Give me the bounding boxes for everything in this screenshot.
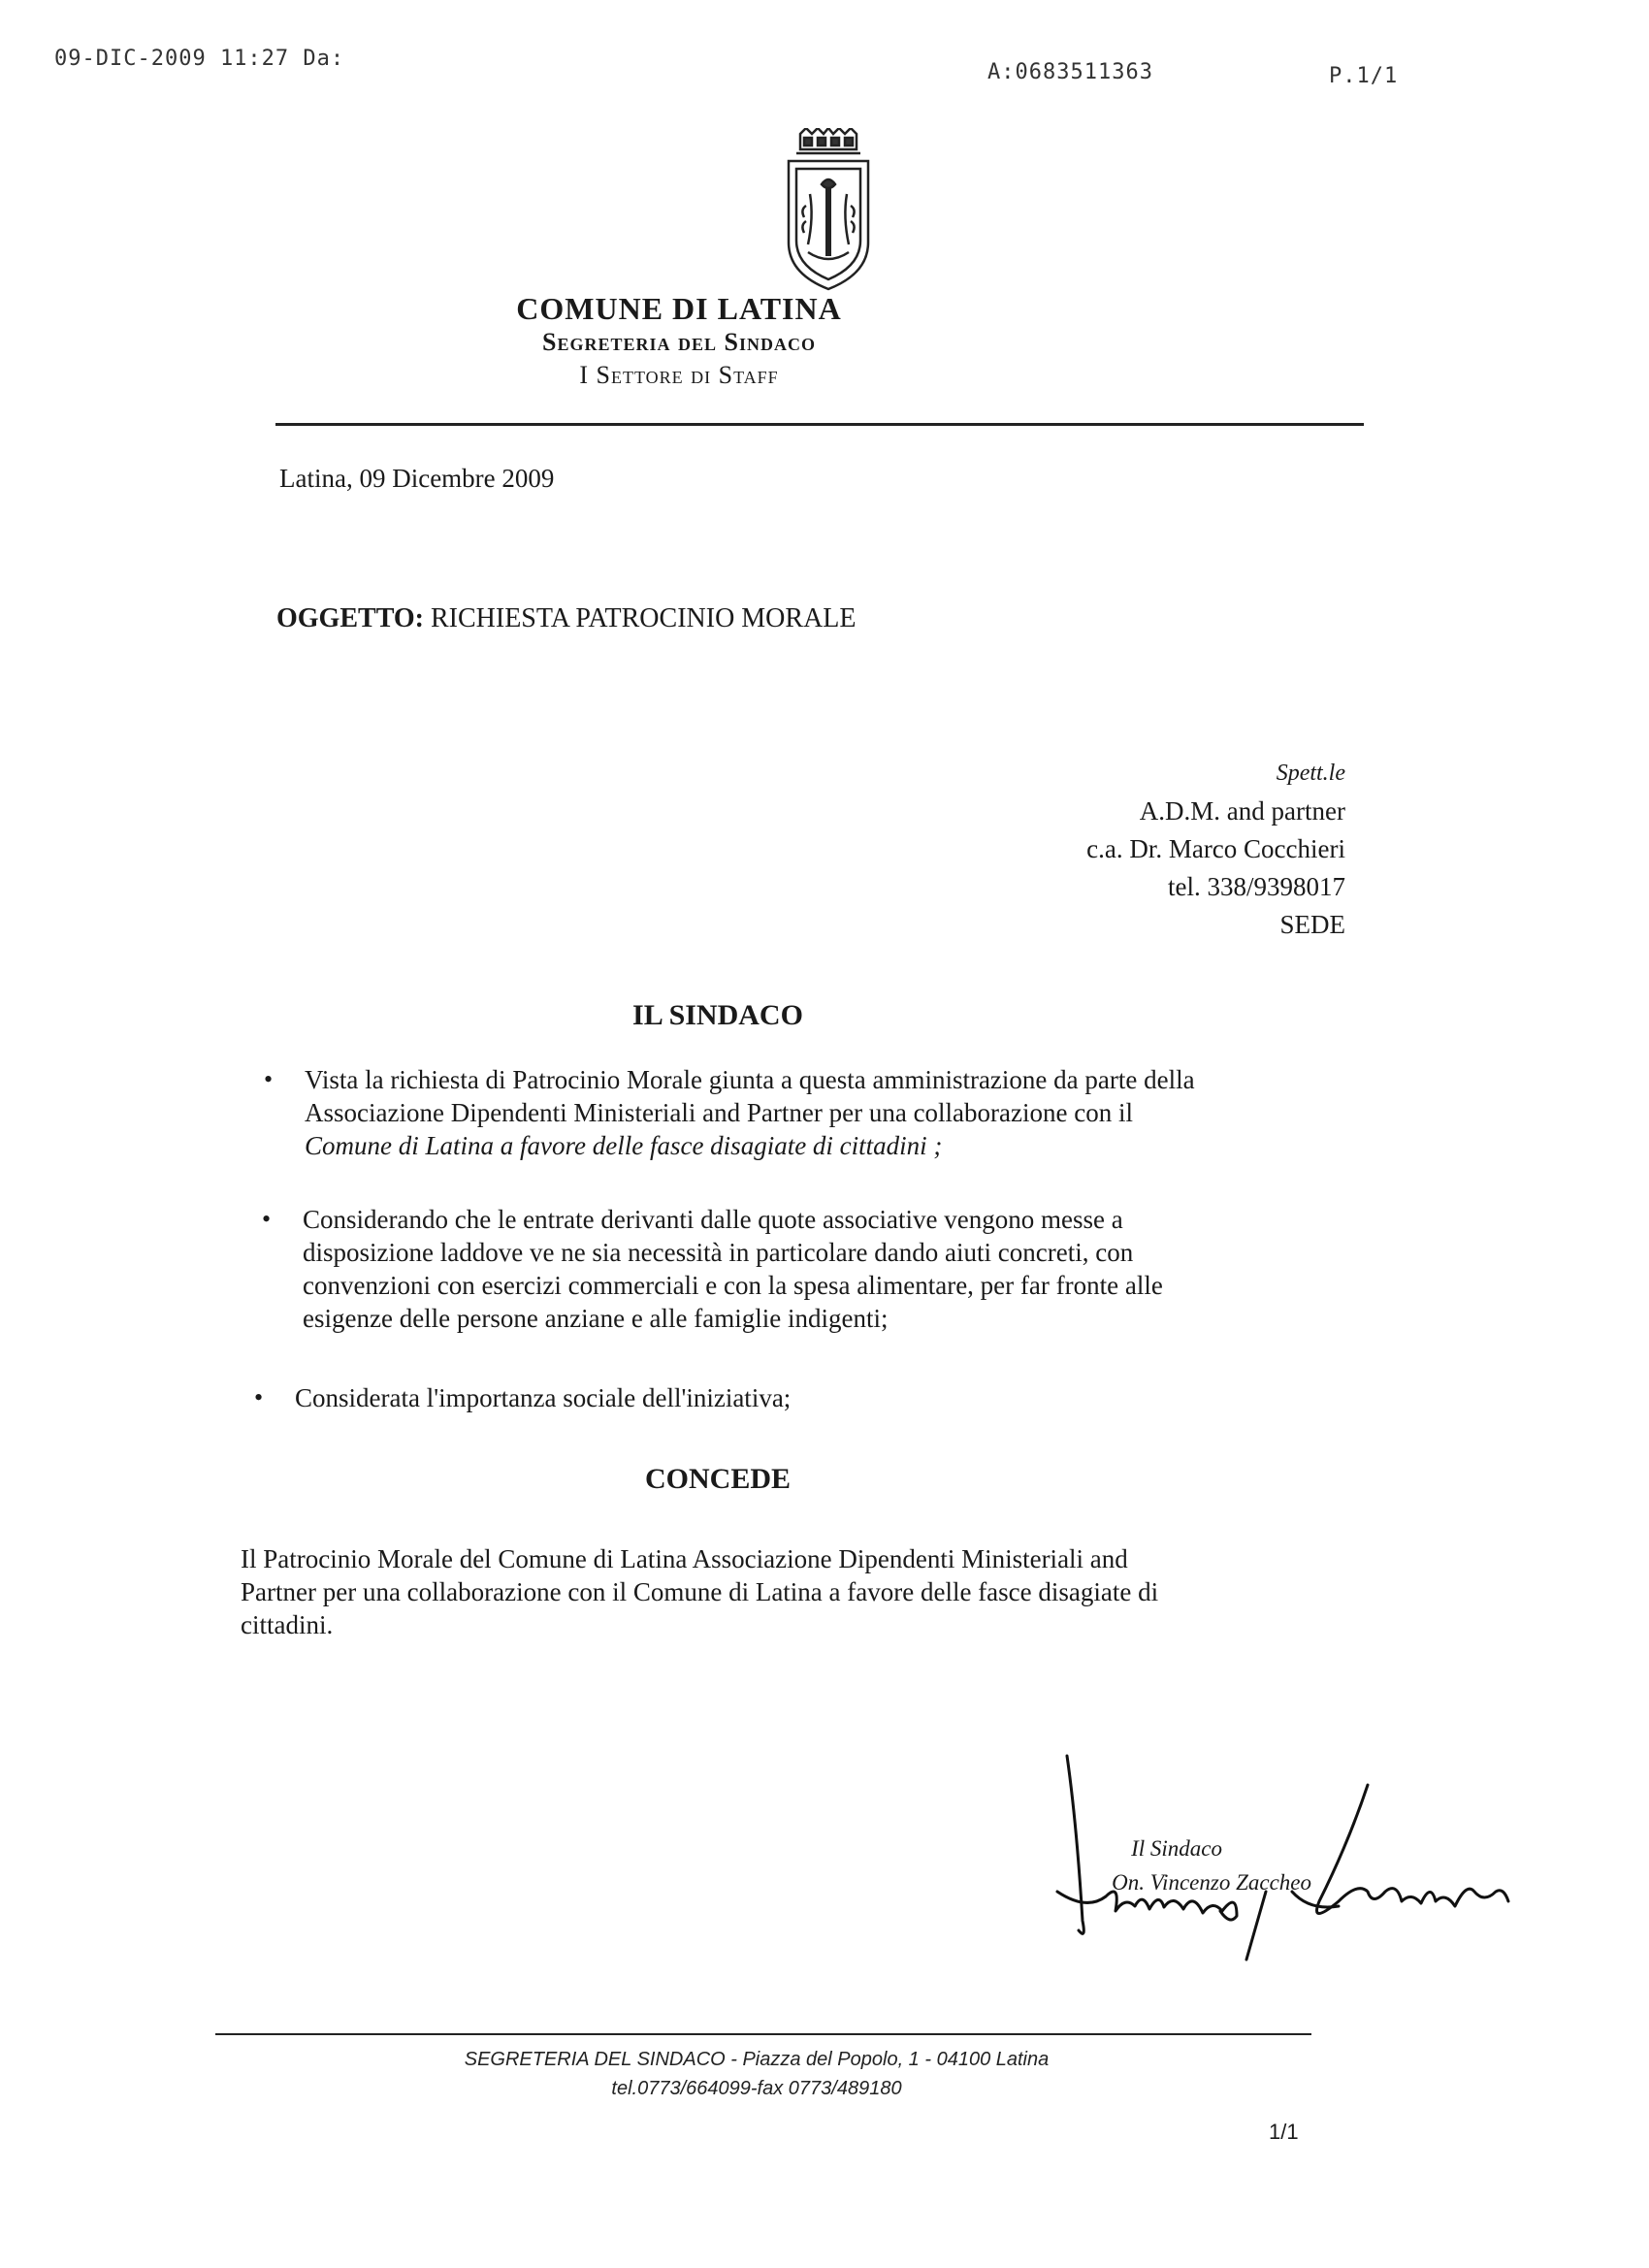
recipient-location: SEDE xyxy=(1279,910,1345,939)
signatory-title: Il Sindaco xyxy=(1131,1836,1222,1861)
bullet-item xyxy=(262,1203,1350,1335)
page-number: 1/1 xyxy=(1269,2120,1299,2144)
bullet-item xyxy=(254,1381,1342,1414)
heading-il-sindaco: IL SINDACO xyxy=(632,999,803,1031)
bullet-line: Considerando che le entrate derivanti dalle quote associative vengono messe a xyxy=(303,1205,1123,1234)
bullet-dot: • xyxy=(254,1383,264,1411)
bullet-item xyxy=(264,1063,1342,1162)
subject-line xyxy=(276,603,857,634)
sector-name: I Settore di Staff xyxy=(579,361,779,389)
letter-date: Latina, 09 Dicembre 2009 xyxy=(279,464,555,493)
fax-timestamp: 09-DIC-2009 11:27 Da: xyxy=(54,47,345,71)
city-crest-emblem xyxy=(779,128,878,293)
header-divider xyxy=(275,423,1364,426)
closing-line: Partner per una collaborazione con il Comune di Latina a favore delle fasce disagiate di xyxy=(241,1577,1159,1606)
recipient-block xyxy=(1086,755,1345,944)
bullet-line: disposizione laddove ve ne sia necessità in particolare dando aiuti concreti, con xyxy=(303,1238,1134,1267)
recipient-name: A.D.M. and partner xyxy=(1139,796,1345,826)
recipient-salutation: Spett.le xyxy=(1276,761,1345,786)
bullet-dot: • xyxy=(262,1205,272,1233)
office-name: Segreteria del Sindaco xyxy=(542,328,816,356)
fax-page-count: P.1/1 xyxy=(1329,64,1399,88)
municipality-name: COMUNE DI LATINA xyxy=(516,291,842,326)
bullet-line: Associazione Dipendenti Ministeriali and Partner per una collaborazione con il xyxy=(305,1098,1133,1127)
heading-concede: CONCEDE xyxy=(644,1463,791,1495)
bullet-line: esigenze delle persone anziane e alle famiglie indigenti; xyxy=(303,1304,889,1333)
bullet-line: Vista la richiesta di Patrocinio Morale giunta a questa amministrazione da parte della xyxy=(305,1065,1195,1094)
bullet-dot: • xyxy=(264,1065,274,1093)
footer-address: SEGRETERIA DEL SINDACO - Piazza del Popolo, 1 - 04100 Latina xyxy=(464,2049,1050,2070)
footer-divider xyxy=(215,2033,1311,2035)
bullet-line: Comune di Latina a favore delle fasce disagiate di cittadini ; xyxy=(305,1131,943,1160)
closing-line: cittadini. xyxy=(241,1610,334,1639)
signatory-name: On. Vincenzo Zaccheo xyxy=(1112,1870,1311,1895)
bullet-line: Considerata l'importanza sociale dell'iniziativa; xyxy=(295,1383,792,1412)
handwritten-signature xyxy=(1018,1746,1552,1979)
bullet-line: convenzioni con esercizi commerciali e con la spesa alimentare, per far fronte alle xyxy=(303,1271,1163,1300)
recipient-attention: c.a. Dr. Marco Cocchieri xyxy=(1086,834,1345,863)
recipient-phone: tel. 338/9398017 xyxy=(1168,872,1345,901)
closing-paragraph xyxy=(241,1542,1323,1641)
footer-contacts: tel.0773/664099-fax 0773/489180 xyxy=(611,2078,902,2099)
subject-text: RICHIESTA PATROCINIO MORALE xyxy=(430,603,857,633)
fax-destination-number: A:0683511363 xyxy=(987,60,1153,84)
subject-key: OGGETTO: xyxy=(276,603,424,633)
closing-line: Il Patrocinio Morale del Comune di Latina Associazione Dipendenti Ministeriali and xyxy=(241,1544,1128,1573)
